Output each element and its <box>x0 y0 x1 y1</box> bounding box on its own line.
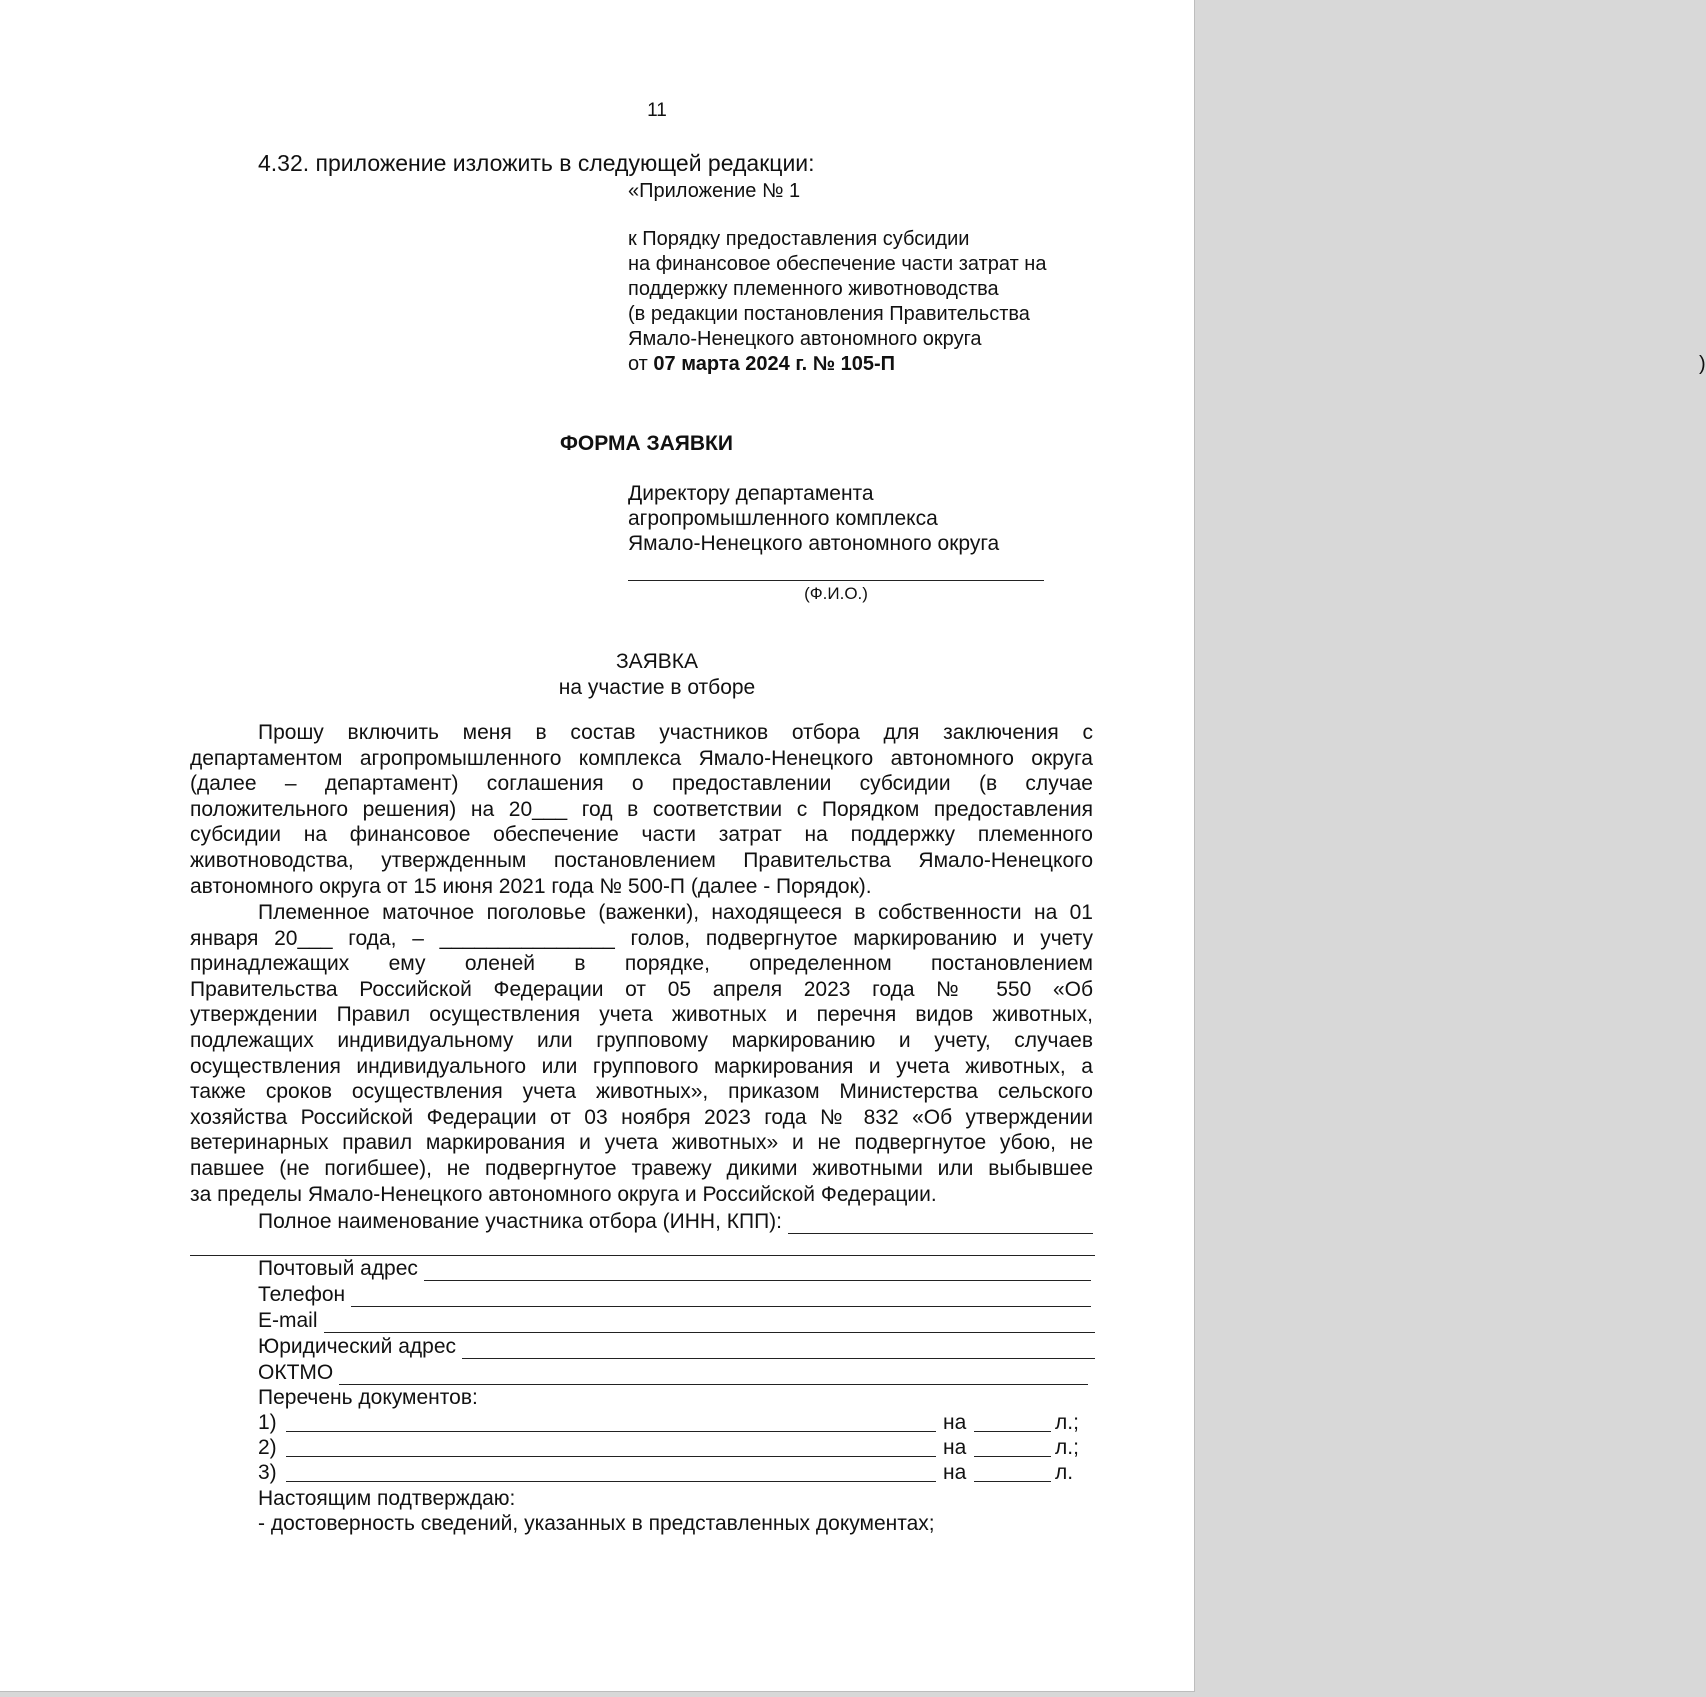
paragraph-line: автономного округа от 15 июня 2021 года № 500-П (далее - Порядок). <box>190 874 872 898</box>
paragraph-line: ветеринарных правил маркирования и учета животных» и не подвергнутое убою, не <box>190 1131 1093 1155</box>
paragraph-line: департаментом агропромышленного комплекса Ямало-Ненецкого автономного округа <box>190 746 1093 770</box>
postal-address-field[interactable] <box>258 1257 1091 1281</box>
appendix-line: (в редакции постановления Правительства <box>628 303 1030 325</box>
appendix-close-paren: ) <box>1699 353 1706 375</box>
full-name-field[interactable] <box>258 1210 1093 1234</box>
paragraph-line: также сроков осуществления учета животных», приказом Министерства сельского <box>190 1080 1093 1104</box>
document-name-line[interactable] <box>286 1436 936 1457</box>
document-row-number: 1) <box>258 1411 277 1434</box>
paragraph-request <box>190 720 1093 899</box>
email-input-line[interactable] <box>324 1314 1095 1333</box>
addressee-line: агропромышленного комплекса <box>628 507 938 530</box>
fio-label: (Ф.И.О.) <box>804 584 868 603</box>
oktmo-field[interactable] <box>258 1361 1088 1385</box>
paragraph-line: осуществления индивидуального или группового маркирования и учета животных, а <box>190 1054 1093 1078</box>
request-title: ЗАЯВКА <box>615 650 699 673</box>
paragraph-line: подлежащих индивидуальному или групповому маркированию и учету, случаев <box>190 1028 1093 1052</box>
paragraph-line: Правительства Российской Федерации от 05 апреля 2023 года № 550 «Об <box>190 977 1093 1001</box>
appendix-line: на финансовое обеспечение части затрат на <box>628 253 1047 275</box>
confirm-heading: Настоящим подтверждаю: <box>258 1487 516 1510</box>
form-title: ФОРМА ЗАЯВКИ <box>560 432 733 455</box>
email-label: E-mail <box>258 1309 318 1332</box>
document-pages-line[interactable] <box>974 1461 1051 1482</box>
paragraph-line: Племенное маточное поголовье (важенки), находящееся в собственности на 01 <box>258 901 1093 924</box>
appendix-date-value: 07 марта 2024 г. № 105-П <box>653 353 896 375</box>
paragraph-line: хозяйства Российской Федерации от 03 ноября 2023 года № 832 «Об утверждении <box>190 1105 1093 1129</box>
document-pages-line[interactable] <box>974 1411 1051 1432</box>
oktmo-label: ОКТМО <box>258 1361 334 1384</box>
paragraph-livestock <box>190 900 1093 1207</box>
full-name-continuation-line[interactable] <box>190 1255 1095 1256</box>
fio-signature-line <box>628 580 1044 581</box>
legal-address-input-line[interactable] <box>462 1340 1095 1359</box>
legal-address-field[interactable] <box>258 1335 1095 1359</box>
paragraph-line: за пределы Ямало-Ненецкого автономного округа и Российской Федерации. <box>190 1182 937 1206</box>
legal-address-label: Юридический адрес <box>258 1335 457 1358</box>
document-on-label: на <box>943 1411 967 1434</box>
paragraph-line: животноводства, утвержденным постановлением Правительства Ямало-Ненецкого <box>190 848 1093 872</box>
document-name-line[interactable] <box>286 1461 936 1482</box>
document-row <box>258 1461 1078 1487</box>
appendix-line: к Порядку предоставления субсидии <box>628 228 970 250</box>
postal-address-input-line[interactable] <box>424 1262 1091 1281</box>
full-name-input-line[interactable] <box>788 1215 1093 1234</box>
document-row-number: 2) <box>258 1436 277 1459</box>
appendix-line: поддержку племенного животноводства <box>628 278 999 300</box>
phone-field[interactable] <box>258 1283 1091 1307</box>
amendment-intro: 4.32. приложение изложить в следующей редакции: <box>258 150 815 176</box>
documents-heading: Перечень документов: <box>258 1386 478 1409</box>
document-pages-unit: л. <box>1055 1461 1074 1484</box>
document-name-line[interactable] <box>286 1411 936 1432</box>
request-subtitle: на участие в отборе <box>558 676 756 699</box>
document-on-label: на <box>943 1436 967 1459</box>
paragraph-line: января 20___ года, – _______________ голов, подвергнутое маркированию и учету <box>190 926 1093 950</box>
document-on-label: на <box>943 1461 967 1484</box>
full-name-label: Полное наименование участника отбора (ИНН, КПП): <box>258 1210 782 1233</box>
paragraph-line: положительного решения) на 20___ год в соответствии с Порядком предоставления <box>190 797 1093 821</box>
oktmo-input-line[interactable] <box>339 1366 1088 1385</box>
paragraph-line: Прошу включить меня в состав участников отбора для заключения с <box>258 721 1093 744</box>
document-row <box>258 1436 1078 1462</box>
postal-address-label: Почтовый адрес <box>258 1257 418 1280</box>
appendix-title: «Приложение № 1 <box>628 180 801 202</box>
confirm-item: - достоверность сведений, указанных в представленных документах; <box>258 1512 935 1535</box>
document-pages-unit: л.; <box>1055 1436 1079 1459</box>
appendix-date-prefix: от <box>628 353 654 375</box>
document-row <box>258 1411 1078 1437</box>
document-pages-unit: л.; <box>1055 1411 1079 1434</box>
document-pages-line[interactable] <box>974 1436 1051 1457</box>
addressee-line: Директору департамента <box>628 482 874 505</box>
email-field[interactable] <box>258 1309 1095 1333</box>
phone-label: Телефон <box>258 1283 346 1306</box>
page-number: 11 <box>647 100 667 121</box>
paragraph-line: утверждении Правил осуществления учета животных и перечня видов животных, <box>190 1003 1093 1027</box>
appendix-date <box>628 353 1706 376</box>
appendix-line: Ямало-Ненецкого автономного округа <box>628 328 982 350</box>
paragraph-line: субсидии на финансовое обеспечение части затрат на поддержку племенного <box>190 823 1093 847</box>
paragraph-line: павшее (не погибшее), не подвергнутое травежу дикими животными или выбывшее <box>190 1156 1093 1180</box>
paragraph-line: (далее – департамент) соглашения о предоставлении субсидии (в случае <box>190 772 1093 796</box>
phone-input-line[interactable] <box>351 1288 1091 1307</box>
paragraph-line: принадлежащих ему оленей в порядке, определенном постановлением <box>190 952 1093 976</box>
document-row-number: 3) <box>258 1461 277 1484</box>
addressee-line: Ямало-Ненецкого автономного округа <box>628 532 1000 555</box>
